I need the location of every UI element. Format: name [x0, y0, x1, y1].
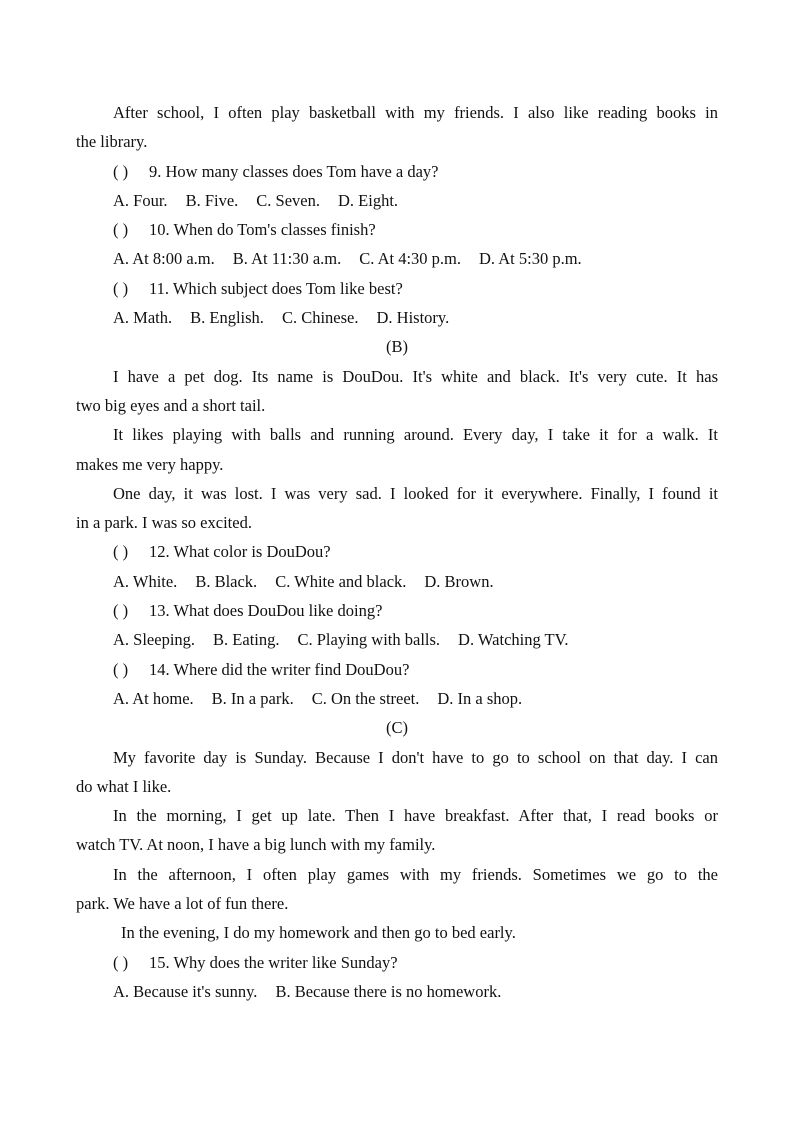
- question-text: 9. How many classes does Tom have a day?: [149, 161, 439, 181]
- passage-b-paragraph-line: It likes playing with balls and running around. Every day, I take it for a walk. It: [113, 425, 718, 445]
- answer-blank[interactable]: ( ): [113, 659, 129, 679]
- question-11-options: [76, 303, 718, 332]
- passage-c-paragraph-line: In the afternoon, I often play games with my friends. Sometimes we go to the: [113, 864, 718, 884]
- option-b: B. Because there is no homework.: [275, 981, 502, 1001]
- question-text: 13. What does DouDou like doing?: [149, 601, 383, 621]
- question-15: [76, 948, 718, 977]
- option-b: B. Eating.: [213, 630, 280, 650]
- passage-c-paragraph-line: In the evening, I do my homework and then go to bed early.: [121, 923, 516, 943]
- passage-c-paragraph-line: park. We have a lot of fun there.: [76, 894, 289, 914]
- question-11: [76, 274, 718, 303]
- option-a: A. Sleeping.: [113, 630, 196, 650]
- option-d: D. Brown.: [424, 571, 494, 591]
- passage-c-paragraph-line: watch TV. At noon, I have a big lunch with my family.: [76, 835, 436, 855]
- question-text: 11. Which subject does Tom like best?: [149, 278, 403, 298]
- question-12-options: [76, 567, 718, 596]
- question-13-options: [76, 625, 718, 654]
- question-14-options: [76, 684, 718, 713]
- option-c: C. Playing with balls.: [297, 630, 441, 650]
- passage-c-paragraph-line: In the morning, I get up late. Then I have breakfast. After that, I read books or: [113, 806, 718, 826]
- question-15-options: [76, 977, 718, 1006]
- answer-blank[interactable]: ( ): [113, 220, 129, 240]
- option-b: B. Five.: [185, 190, 239, 210]
- option-b: B. English.: [190, 308, 264, 328]
- question-text: 15. Why does the writer like Sunday?: [149, 952, 398, 972]
- option-a: A. At 8:00 a.m.: [113, 249, 215, 269]
- option-a: A. Math.: [113, 308, 173, 328]
- passage-c-paragraph-line: do what I like.: [76, 776, 172, 796]
- question-text: 12. What color is DouDou?: [149, 542, 331, 562]
- question-10-options: [76, 244, 718, 273]
- question-text: 14. Where did the writer find DouDou?: [149, 659, 410, 679]
- option-c: C. Seven.: [256, 190, 320, 210]
- passage-b-paragraph-line: makes me very happy.: [76, 454, 224, 474]
- passage-b-paragraph-line: in a park. I was so excited.: [76, 513, 252, 533]
- option-c: C. On the street.: [311, 688, 420, 708]
- answer-blank[interactable]: ( ): [113, 601, 129, 621]
- question-10: [76, 215, 718, 244]
- option-a: A. Because it's sunny.: [113, 981, 258, 1001]
- option-a: A. White.: [113, 571, 178, 591]
- option-d: D. In a shop.: [437, 688, 523, 708]
- answer-blank[interactable]: ( ): [113, 952, 129, 972]
- passage-b-paragraph-line: two big eyes and a short tail.: [76, 395, 266, 415]
- worksheet-page: [76, 98, 718, 1006]
- question-13: [76, 596, 718, 625]
- section-c-heading: (C): [386, 718, 408, 738]
- option-c: C. At 4:30 p.m.: [359, 249, 461, 269]
- passage-c-paragraph-line: My favorite day is Sunday. Because I don't have to go to school on that day. I can: [113, 747, 718, 767]
- passage-a-paragraph-line: After school, I often play basketball with my friends. I also like reading books in: [113, 103, 718, 122]
- option-d: D. Eight.: [338, 190, 399, 210]
- passage-b-paragraph-line: I have a pet dog. Its name is DouDou. It's white and black. It's very cute. It has: [113, 366, 718, 386]
- option-b: B. Black.: [195, 571, 258, 591]
- answer-blank[interactable]: ( ): [113, 161, 129, 181]
- question-14: [76, 655, 718, 684]
- passage-a-paragraph-line: the library.: [76, 132, 148, 152]
- question-9: [76, 157, 718, 186]
- option-d: D. At 5:30 p.m.: [479, 249, 582, 269]
- option-b: B. In a park.: [211, 688, 294, 708]
- answer-blank[interactable]: ( ): [113, 278, 129, 298]
- option-b: B. At 11:30 a.m.: [232, 249, 342, 269]
- option-d: D. History.: [376, 308, 450, 328]
- passage-b-paragraph-line: One day, it was lost. I was very sad. I looked for it everywhere. Finally, I found it: [113, 483, 718, 503]
- option-c: C. Chinese.: [281, 308, 359, 328]
- option-a: A. Four.: [113, 190, 168, 210]
- question-text: 10. When do Tom's classes finish?: [149, 220, 376, 240]
- option-d: D. Watching TV.: [458, 630, 569, 650]
- option-a: A. At home.: [113, 688, 194, 708]
- section-b-heading: (B): [386, 337, 408, 357]
- question-9-options: [76, 186, 718, 215]
- option-c: C. White and black.: [275, 571, 407, 591]
- question-12: [76, 537, 718, 566]
- answer-blank[interactable]: ( ): [113, 542, 129, 562]
